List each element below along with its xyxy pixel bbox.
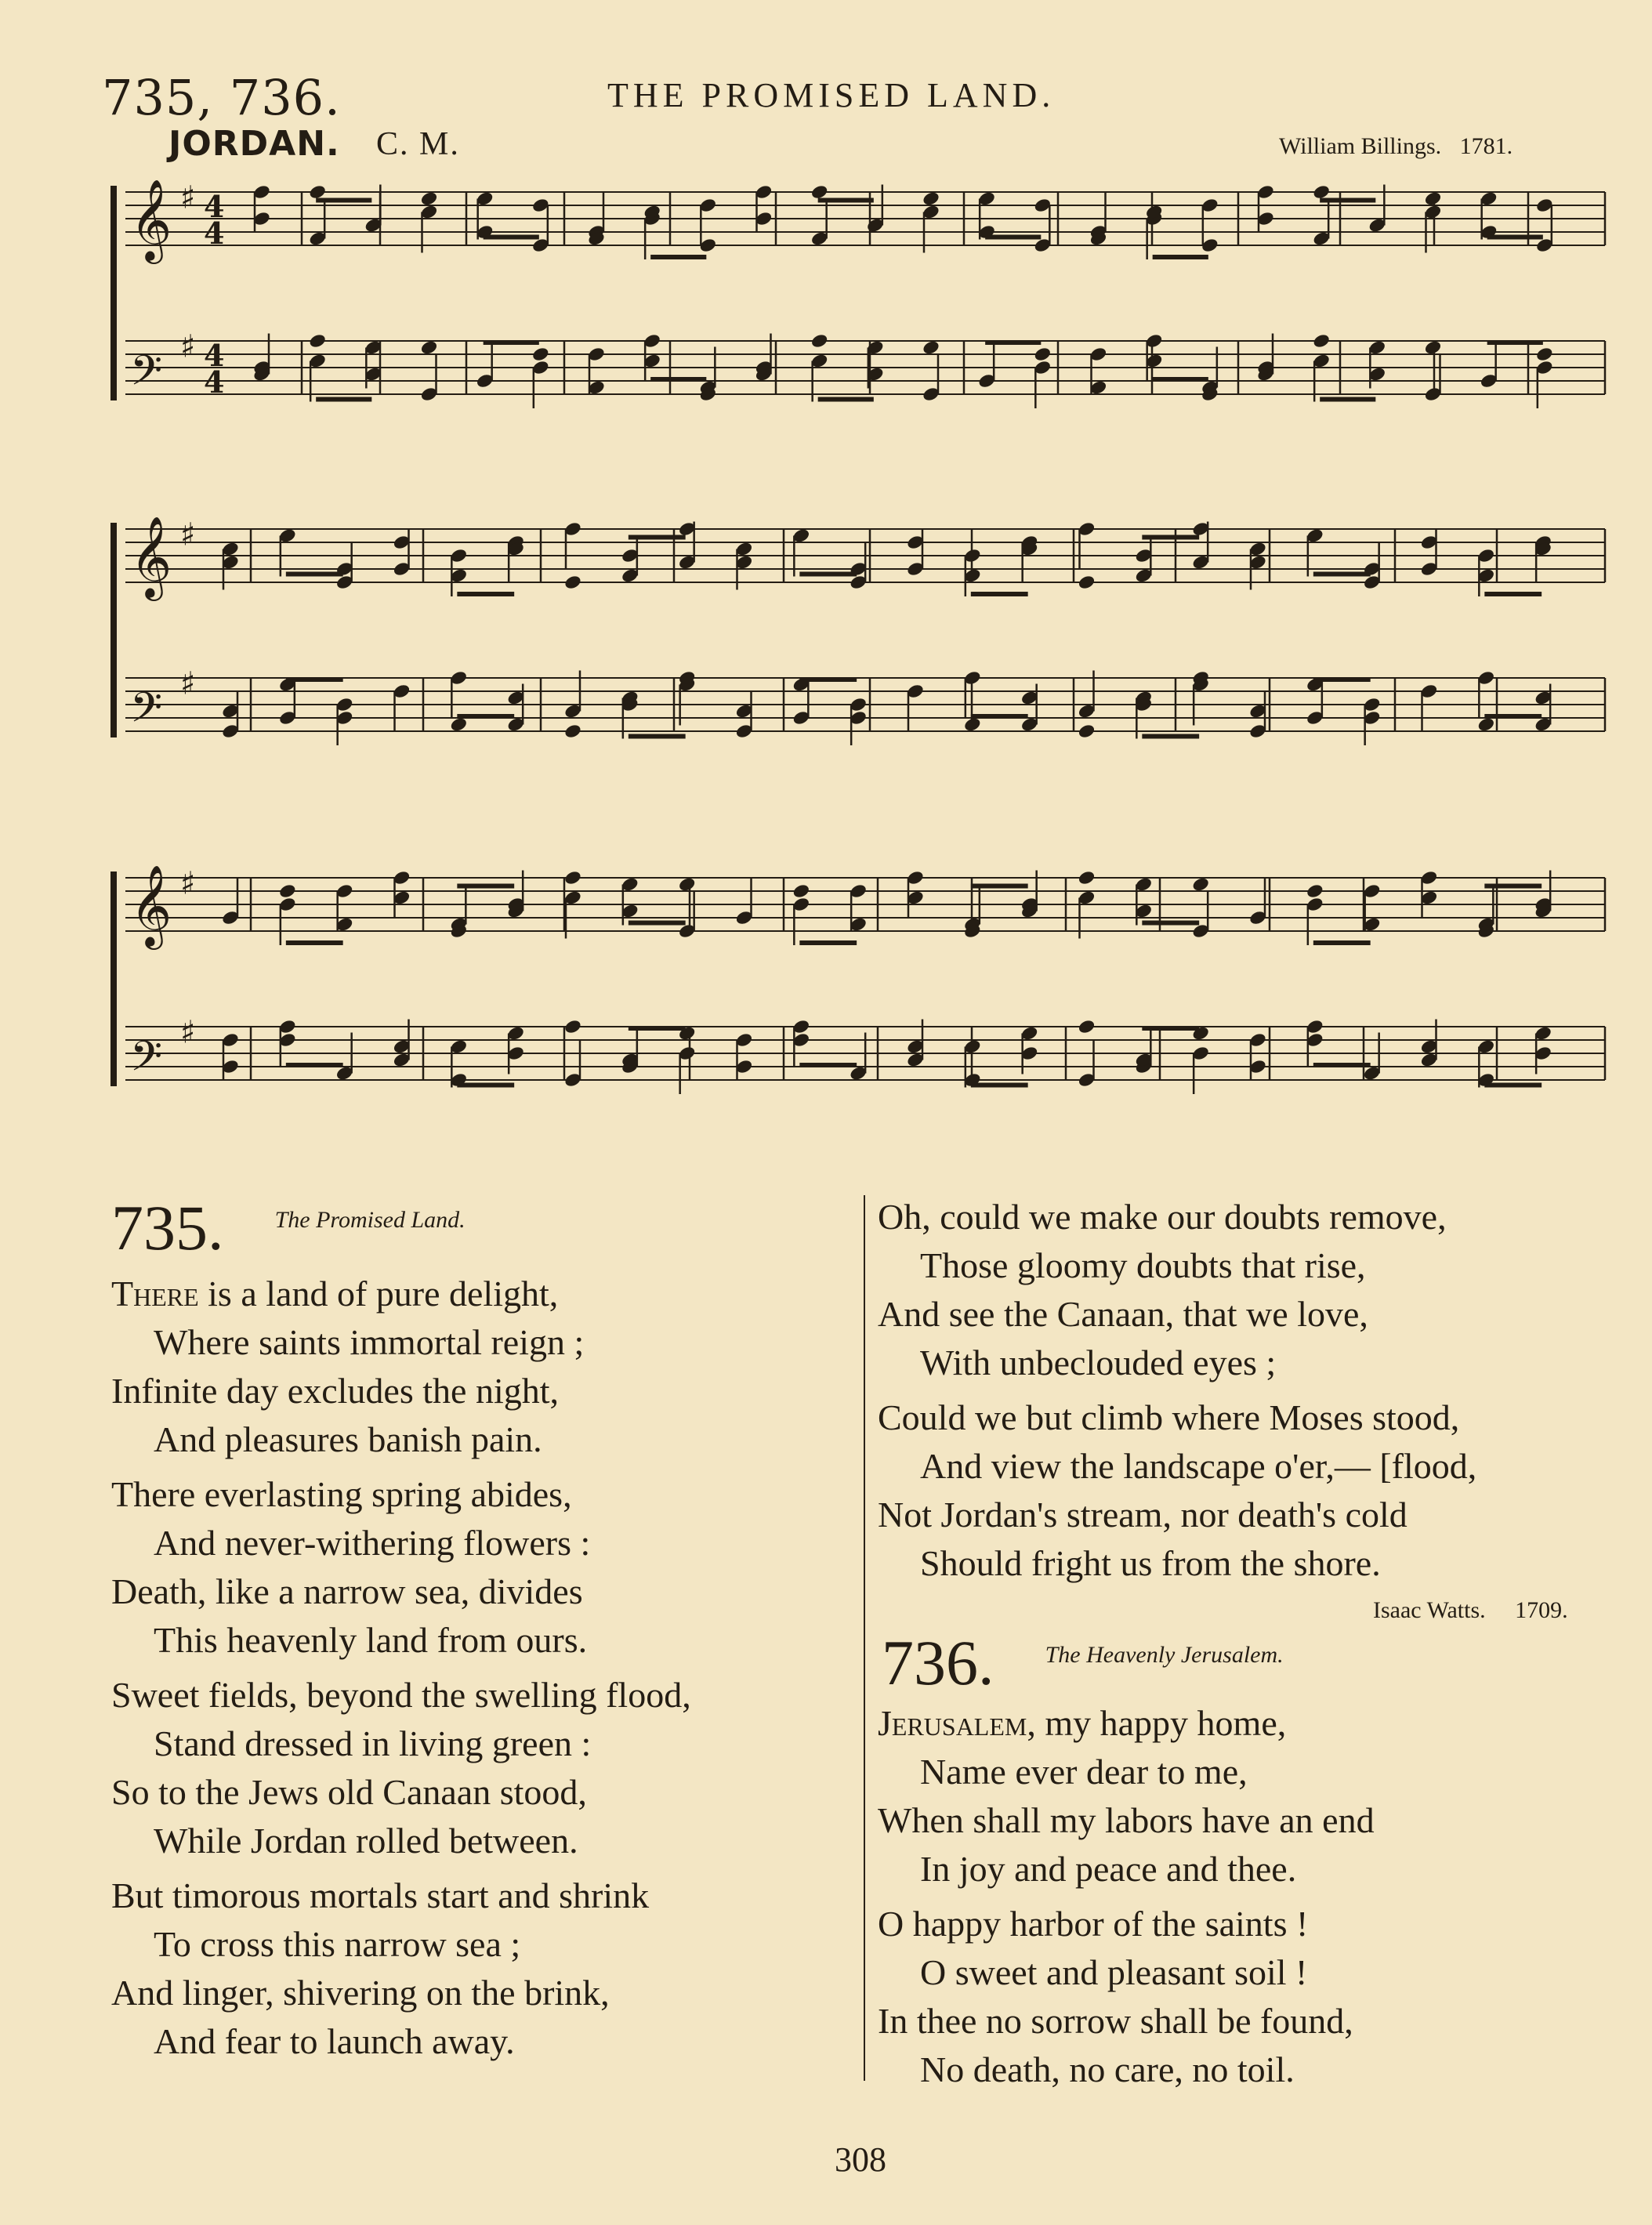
note-head — [1535, 346, 1554, 362]
verse-line: No death, no care, no toil. — [920, 2049, 1295, 2089]
verse-line: O sweet and pleasant soil ! — [920, 1952, 1308, 1992]
hymn-735-attribution — [1373, 1597, 1568, 1624]
note-head — [1077, 869, 1096, 886]
verse-column-right-736 — [878, 1699, 1375, 2094]
verse-line: In thee no sorrow shall be found, — [878, 2001, 1353, 2041]
verse-line: Sweet fields, beyond the swelling flood, — [111, 1675, 691, 1715]
note-head — [1077, 723, 1096, 739]
note-beam — [286, 940, 343, 945]
verse-line: Jerusalem, my happy home, — [878, 1703, 1287, 1743]
note-beam — [971, 714, 1028, 719]
note-head — [1312, 183, 1331, 200]
verse-line: Those gloomy doubts that rise, — [920, 1245, 1366, 1285]
page-title: THE PROMISED LAND. — [607, 76, 1056, 114]
verse-line: To cross this narrow sea ; — [154, 1924, 521, 1964]
note-beam — [629, 1026, 686, 1031]
note-head — [810, 183, 829, 200]
note-beam — [799, 572, 857, 577]
note-beam — [484, 340, 539, 345]
verse-line: Name ever dear to me, — [920, 1752, 1248, 1792]
note-head — [308, 183, 327, 200]
note-beam — [1484, 884, 1542, 889]
verse-line: O happy harbor of the saints ! — [878, 1904, 1309, 1944]
note-beam — [457, 592, 514, 596]
verse-line: Oh, could we make our doubts remove, — [878, 1197, 1447, 1237]
note-beam — [818, 397, 874, 402]
verse-line: Should fright us from the shore. — [920, 1543, 1381, 1583]
note-beam — [971, 1083, 1028, 1088]
note-beam — [286, 1063, 343, 1067]
hymn-735-number: 735. — [111, 1192, 224, 1263]
first-word: Jerusalem — [878, 1703, 1027, 1743]
key-signature: ♯ — [180, 179, 196, 216]
column-divider — [864, 1195, 865, 2081]
note-head — [1476, 716, 1495, 733]
composer-name: William Billings. — [1279, 133, 1442, 159]
verse-line: Death, like a narrow sea, divides — [111, 1571, 583, 1611]
verse-line: And pleasures banish pain. — [154, 1419, 542, 1459]
note-beam — [799, 940, 857, 945]
note-beam — [1320, 397, 1375, 402]
note-head — [810, 332, 829, 349]
note-head — [678, 876, 697, 893]
time-signature-top: 4 — [204, 189, 225, 224]
key-signature: ♯ — [180, 328, 196, 365]
note-beam — [1142, 1026, 1199, 1031]
meter: C. M. — [376, 126, 460, 162]
bass-clef: 𝄢 — [130, 684, 163, 742]
key-signature: ♯ — [180, 665, 196, 702]
verse-line: Could we but climb where Moses stood, — [878, 1397, 1460, 1437]
key-signature: ♯ — [180, 1014, 196, 1051]
note-head — [278, 882, 297, 899]
note-beam — [316, 397, 371, 402]
stanza — [111, 1470, 691, 1665]
note-head — [419, 339, 438, 356]
first-word: There — [111, 1274, 199, 1314]
note-beam — [1142, 921, 1199, 926]
note-beam — [286, 677, 343, 682]
verse-line: There everlasting spring abides, — [111, 1474, 572, 1514]
note-beam — [1487, 340, 1543, 345]
note-head — [1423, 190, 1442, 207]
note-head — [1077, 574, 1096, 590]
note-beam — [799, 1063, 857, 1067]
note-beam — [818, 198, 874, 203]
note-head — [1033, 346, 1052, 362]
note-beam — [971, 592, 1028, 596]
key-signature: ♯ — [180, 865, 196, 902]
hymn-736-subtitle: The Heavenly Jerusalem. — [1045, 1642, 1284, 1668]
note-beam — [629, 734, 686, 739]
verse-line: So to the Jews old Canaan stood, — [111, 1772, 587, 1812]
hymn-numbers: 735, 736. — [102, 69, 341, 126]
stanza — [878, 1393, 1476, 1588]
verse-line: In joy and peace and thee. — [920, 1849, 1297, 1889]
verse-line: And linger, shivering on the brink, — [111, 1973, 610, 2013]
verse-line: With unbeclouded eyes ; — [920, 1343, 1277, 1382]
author: Isaac Watts. — [1373, 1597, 1486, 1623]
stanza — [878, 1193, 1476, 1387]
treble-clef: 𝄞 — [130, 179, 172, 261]
verse-line: And view the landscape o'er,— [flood, — [920, 1446, 1477, 1486]
hymn-735-subtitle: The Promised Land. — [274, 1207, 466, 1233]
note-beam — [1487, 235, 1543, 240]
note-head — [563, 723, 582, 739]
note-beam — [985, 340, 1041, 345]
bass-clef: 𝄢 — [130, 347, 163, 405]
note-head — [563, 869, 582, 886]
note-beam — [1320, 198, 1375, 203]
author-year: 1709. — [1515, 1597, 1568, 1623]
verse-line: This heavenly land from ours. — [154, 1620, 588, 1660]
verse-line: And never-withering flowers : — [154, 1523, 591, 1563]
verse-line: Not Jordan's stream, nor death's cold — [878, 1495, 1407, 1535]
verse-line: And fear to launch away. — [154, 2021, 515, 2061]
verse-line: Where saints immortal reign ; — [154, 1322, 585, 1362]
note-head — [419, 190, 438, 207]
verse-line: There is a land of pure delight, — [111, 1274, 559, 1314]
note-head — [792, 882, 810, 899]
time-signature-bottom: 4 — [204, 216, 225, 251]
note-beam — [629, 535, 686, 540]
note-beam — [1484, 592, 1542, 596]
note-beam — [316, 198, 371, 203]
note-head — [563, 1018, 582, 1035]
note-beam — [457, 884, 514, 889]
page-number: 308 — [835, 2140, 886, 2179]
note-head — [449, 716, 468, 733]
stanza — [878, 1699, 1375, 1893]
note-head — [1312, 332, 1331, 349]
note-beam — [1313, 572, 1371, 577]
note-head — [922, 339, 940, 356]
bass-clef: 𝄢 — [130, 1033, 163, 1091]
composer-year: 1781. — [1459, 133, 1513, 159]
note-beam — [1153, 255, 1208, 259]
hymn-736-heading — [882, 1626, 1284, 1700]
tune-name: JORDAN. — [168, 124, 340, 164]
hymn-736-number: 736. — [882, 1627, 994, 1698]
stanza — [111, 1671, 691, 1865]
note-beam — [1313, 677, 1371, 682]
stanza — [111, 1270, 691, 1464]
note-head — [308, 332, 327, 349]
verse-line: Infinite day excludes the night, — [111, 1371, 560, 1411]
note-head — [531, 346, 550, 362]
hymn-735-heading — [111, 1191, 466, 1265]
verse-line: When shall my labors have an end — [878, 1800, 1375, 1840]
verse-column-right — [878, 1193, 1476, 1588]
note-beam — [650, 377, 706, 382]
note-beam — [1142, 535, 1199, 540]
note-beam — [484, 235, 539, 240]
treble-clef: 𝄞 — [130, 864, 172, 947]
note-beam — [457, 1083, 514, 1088]
stanza — [111, 1872, 691, 2066]
note-head — [563, 574, 582, 590]
note-head — [1077, 1018, 1096, 1035]
note-beam — [650, 255, 706, 259]
note-beam — [1153, 377, 1208, 382]
verse-line: While Jordan rolled between. — [154, 1821, 578, 1861]
note-beam — [286, 572, 343, 577]
time-signature-bottom: 4 — [204, 364, 225, 400]
note-beam — [1142, 734, 1199, 739]
note-beam — [1484, 714, 1542, 719]
verse-line: But timorous mortals start and shrink — [111, 1875, 650, 1915]
note-beam — [799, 677, 857, 682]
time-signature-top: 4 — [204, 338, 225, 373]
key-signature: ♯ — [180, 516, 196, 553]
verse-line: And see the Canaan, that we love, — [878, 1294, 1368, 1334]
verse-line: Stand dressed in living green : — [154, 1723, 592, 1763]
note-beam — [1313, 1063, 1371, 1067]
note-beam — [971, 884, 1028, 889]
note-beam — [629, 921, 686, 926]
note-beam — [1484, 1083, 1542, 1088]
treble-clef: 𝄞 — [130, 516, 172, 598]
note-beam — [985, 235, 1041, 240]
note-head — [1423, 339, 1442, 356]
note-beam — [1313, 940, 1371, 945]
note-head — [1306, 882, 1324, 899]
note-head — [922, 190, 940, 207]
note-head — [1191, 876, 1210, 893]
verse-column-left — [111, 1270, 691, 2066]
note-beam — [457, 714, 514, 719]
stanza — [878, 1900, 1375, 2094]
